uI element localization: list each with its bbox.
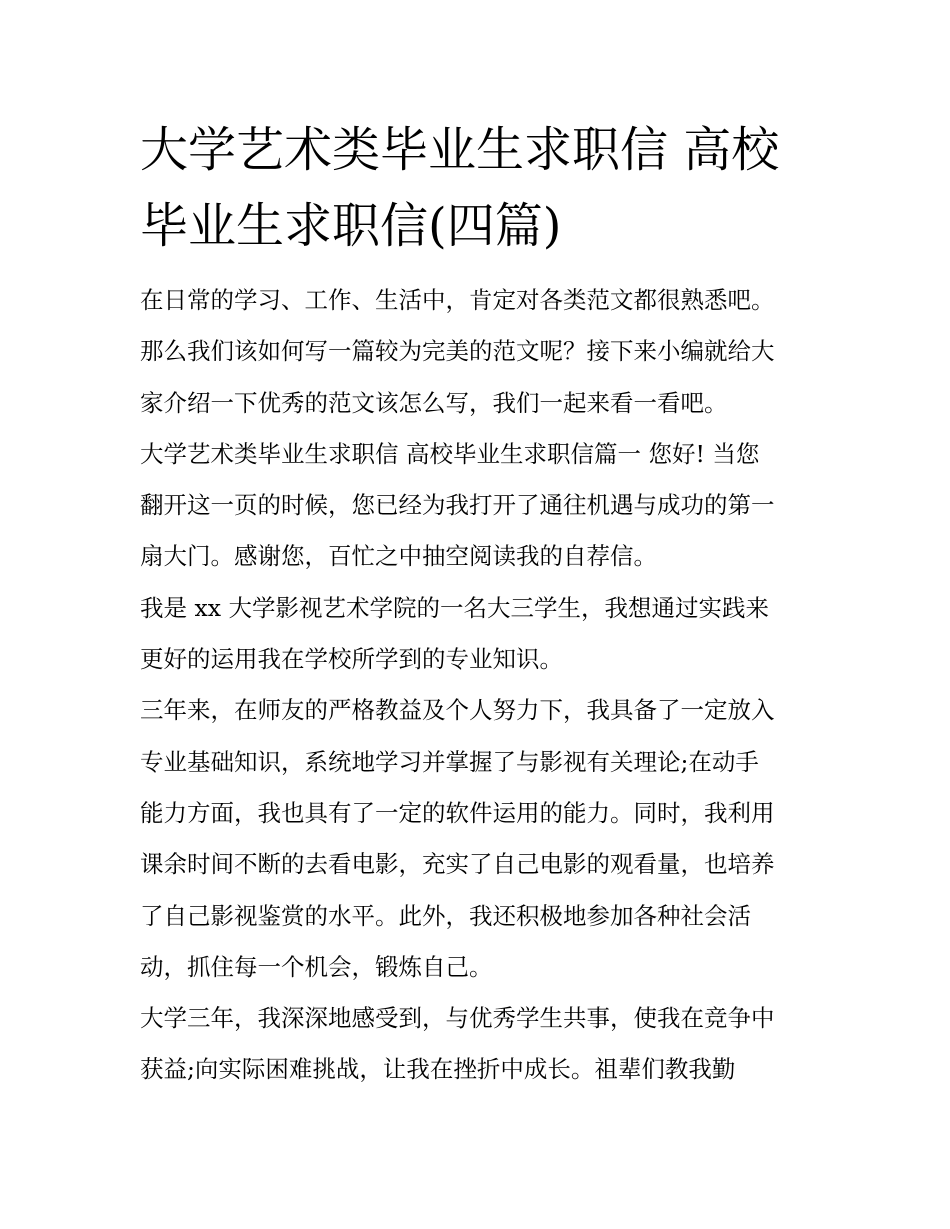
body-line: 获益;向实际困难挑战，让我在挫折中成长。祖辈们教我勤 <box>140 1055 736 1084</box>
body-line: 翻开这一页的时候，您已经为我打开了通往机遇与成功的第一 <box>140 491 775 520</box>
title-line: 大学艺术类毕业生求职信 高校 <box>140 122 780 178</box>
body-line: 大学三年，我深深地感受到，与优秀学生共事，使我在竞争中 <box>140 1004 775 1033</box>
body-line: 专业基础知识，系统地学习并掌握了与影视有关理论;在动手 <box>140 747 759 776</box>
document-body <box>140 280 815 1101</box>
body-line: 课余时间不断的去看电影，充实了自己电影的观看量，也培养 <box>140 850 775 879</box>
body-line: 了自己影视鉴赏的水平。此外，我还积极地参加各种社会活 <box>140 901 751 930</box>
body-line: 大学艺术类毕业生求职信 高校毕业生求职信篇一 您好! 当您 <box>140 439 760 468</box>
title-line: 毕业生求职信(四篇) <box>140 198 562 254</box>
body-line: 在日常的学习、工作、生活中，肯定对各类范文都很熟悉吧。 <box>140 286 775 314</box>
body-line: 动，抓住每一个机会，锻炼自己。 <box>140 952 493 981</box>
body-line: 三年来，在师友的严格教益及个人努力下，我具备了一定放入 <box>140 696 775 725</box>
body-line: 家介绍一下优秀的范文该怎么写，我们一起来看一看吧。 <box>140 388 728 417</box>
body-line: 能力方面，我也具有了一定的软件运用的能力。同时，我利用 <box>140 798 775 827</box>
body-line: 扇大门。感谢您，百忙之中抽空阅读我的自荐信。 <box>140 542 657 571</box>
document-title <box>140 112 820 264</box>
body-line: 那么我们该如何写一篇较为完美的范文呢？接下来小编就给大 <box>140 337 775 366</box>
body-line: 我是 xx 大学影视艺术学院的一名大三学生，我想通过实践来 <box>140 593 769 622</box>
body-line: 更好的运用我在学校所学到的专业知识。 <box>140 645 563 674</box>
